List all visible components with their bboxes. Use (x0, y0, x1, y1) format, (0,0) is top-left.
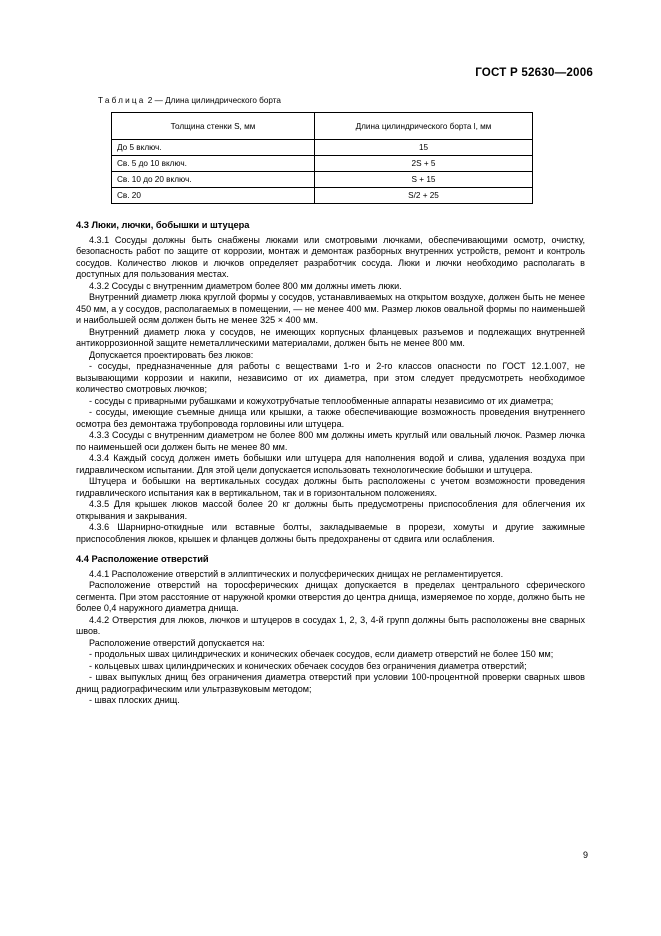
list-item: - сосуды, имеющие съемные днища или крышки, а также обеспечивающие возможность проведения внутреннего осмотра без демонтажа трубопровода горловины или штуцера. (76, 407, 585, 429)
table-cell-length: S + 15 (315, 172, 533, 188)
table-caption-word: Таблица (98, 96, 146, 105)
paragraph: 4.3.4 Каждый сосуд должен иметь бобышки или штуцера для наполнения водой и слива, удаления воздуха при гидравлическом испытании. Для этой цели допускается использовать технологические бобышки и штуцера. (76, 453, 585, 475)
paragraph: Внутренний диаметр люка круглой формы у сосудов, устанавливаемых на открытом воздухе, должен быть не менее 450 мм, а у сосудов, располагаемых в помещении, — не менее 400 мм. Размер люков овальной формы по наименьшей и наибольшей осям должен быть не менее 325 × 400 мм. (76, 292, 585, 325)
table-row (112, 188, 533, 204)
table-caption-title: 2 — Длина цилиндрического борта (145, 96, 281, 105)
list-item: - продольных швах цилиндрических и конических обечаек сосудов, если диаметр отверстий не более 150 мм; (89, 649, 554, 659)
paragraph: 4.4.2 Отверстия для люков, лючков и штуцеров в сосудах 1, 2, 3, 4-й групп должны быть расположены вне сварных швов. (76, 614, 585, 636)
table-cell-length: S/2 + 25 (315, 188, 533, 204)
table-cell-length: 15 (315, 140, 533, 156)
section-heading-4-3: 4.3 Люки, лючки, бобышки и штуцера (76, 220, 250, 230)
page-number: 9 (582, 850, 588, 860)
flange-length-table (111, 112, 533, 204)
table-header-length: Длина цилиндрического борта l, мм (315, 113, 533, 140)
paragraph: Допускается проектировать без люков: (89, 349, 254, 360)
document-body (76, 220, 585, 707)
list-item: - швах плоских днищ. (89, 695, 180, 705)
table-header-thickness: Толщина стенки S, мм (112, 113, 315, 140)
table-row (112, 156, 533, 172)
paragraph: 4.3.3 Сосуды с внутренним диаметром не более 800 мм должны иметь круглый или овальный лючок. Размер лючка по наименьшей оси должен быть не менее 80 мм. (76, 430, 585, 452)
list-item: - кольцевых швах цилиндрических и конических обечаек сосудов без ограничения диаметра отверстий; (89, 660, 527, 671)
paragraph: Внутренний диаметр люка у сосудов, не имеющих корпусных фланцевых разъемов и подлежащих внутренней антикоррозионной защите неметаллическими материалами, должен быть не менее 800 мм. (76, 326, 585, 348)
list-item: - сосуды с приварными рубашками и кожухотрубчатые теплообменные аппараты независимо от их диаметра; (89, 395, 554, 406)
table-cell-thickness: Св. 20 (112, 188, 315, 204)
table-cell-thickness: Св. 10 до 20 включ. (112, 172, 315, 188)
paragraph: Расположение отверстий на торосферических днищах допускается в пределах центрального сферического сегмента. При этом расстояние от наружной кромки отверстия до центра днища, измеряемое по хорде, должно быть не более 0,4 наружного диаметра днища. (76, 580, 585, 613)
paragraph: 4.3.2 Сосуды с внутренним диаметром более 800 мм должны иметь люки. (89, 280, 402, 291)
paragraph: 4.4.1 Расположение отверстий в эллиптических и полусферических днищах не регламентируется. (89, 568, 504, 579)
table-row (112, 140, 533, 156)
table-caption (98, 96, 281, 105)
list-item: - сосуды, предназначенные для работы с веществами 1-го и 2-го классов опасности по ГОСТ 12.1.007, не вызывающими коррозии и накипи, независимо от их диаметра, при этом следует предусмотреть необходимое количество смотровых лючков; (76, 361, 585, 394)
table-row (112, 172, 533, 188)
paragraph: 4.3.1 Сосуды должны быть снабжены люками или смотровыми лючками, обеспечивающими осмотр, очистку, безопасность работ по защите от коррозии, монтаж и демонтаж разборных внутренних устройств, ремонт и контроль сосудов. Количество люков и лючков определяет разработчик сосуда. Люки и лючки необходимо располагать в доступных для пользования местах. (76, 234, 585, 279)
paragraph: Расположение отверстий допускается на: (89, 637, 265, 648)
table-cell-thickness: До 5 включ. (112, 140, 315, 156)
document-code: ГОСТ Р 52630—2006 (475, 66, 593, 79)
table-cell-thickness: Св. 5 до 10 включ. (112, 156, 315, 172)
list-item: - швах выпуклых днищ без ограничения диаметра отверстий при условии 100-процентной проверки сварных швов днищ радиографическим или ультразвуковым методом; (76, 672, 585, 694)
section-heading-4-4: 4.4 Расположение отверстий (76, 554, 209, 564)
table-cell-length: 2S + 5 (315, 156, 533, 172)
paragraph: 4.3.6 Шарнирно-откидные или вставные болты, закладываемые в прорези, хомуты и другие зажимные приспособления люков, крышек и фланцев должны быть предохранены от сдвига или ослабления. (76, 522, 585, 544)
paragraph: Штуцера и бобышки на вертикальных сосудах должны быть расположены с учетом возможности проведения гидравлического испытания как в вертикальном, так и в горизонтальном положениях. (76, 476, 585, 498)
table-header-row (112, 113, 533, 140)
paragraph: 4.3.5 Для крышек люков массой более 20 кг должны быть предусмотрены приспособления для облегчения их открывания и закрывания. (76, 499, 585, 521)
